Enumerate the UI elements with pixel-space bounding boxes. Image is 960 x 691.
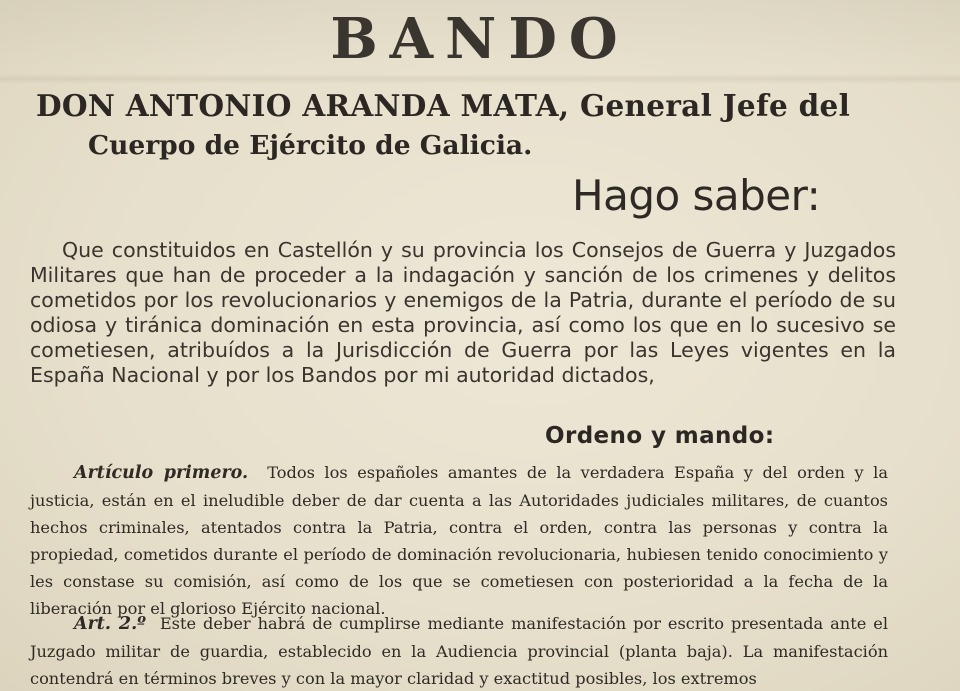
hago-saber-heading: Hago saber: (572, 171, 821, 220)
article-1-label: Artículo primero. (74, 463, 249, 483)
issuer-line-1: DON ANTONIO ARANDA MATA, General Jefe del (36, 88, 851, 123)
article-2-text: Este deber habrá de cumplirse mediante manifestación por escrito presentada ante el Juzgado militar de guardia, establecido en la Audiencia provincial (planta baja). La manifestación contendrá en términos breves y con la mayor claridad y exactitud posibles, los extremos (30, 614, 889, 688)
article-1-text: Todos los españoles amantes de la verdadera España y del orden y la justicia, están en el ineludible deber de dar cuenta a las Autoridades judiciales militares, de cuantos hechos criminales, atentados contra la Patria, contra el orden, contra las personas y contra la propiedad, cometidos durante el período de dominación revolucionaria, hubiesen tenido conocimiento y les constase su comisión, así como de los que se cometiesen con posterioridad a la fecha de la liberación por el glorioso Ejército nacional. (30, 463, 888, 618)
document-title: BANDO (330, 6, 630, 72)
article-1-paragraph (30, 459, 888, 622)
article-2-paragraph (30, 610, 888, 691)
article-2-label: Art. 2.º (74, 614, 146, 634)
proclamation-paragraph: Que constituidos en Castellón y su provincia los Consejos de Guerra y Juzgados Militares que han de proceder a la indagación y sanción de los crimenes y delitos cometidos por los revolucionarios y enemigos de la Patria, durante el período de su odiosa y tiránica dominación en esta provincia, así como los que en lo sucesivo se cometiesen, atribuídos a la Jurisdicción de Guerra por las Leyes vigentes en la España Nacional y por los Bandos por mi autoridad dictados, (30, 238, 896, 387)
issuer-line-2: Cuerpo de Ejército de Galicia. (88, 130, 533, 161)
paper-fold (0, 74, 960, 84)
ordeno-y-mando-heading: Ordeno y mando: (545, 423, 775, 449)
